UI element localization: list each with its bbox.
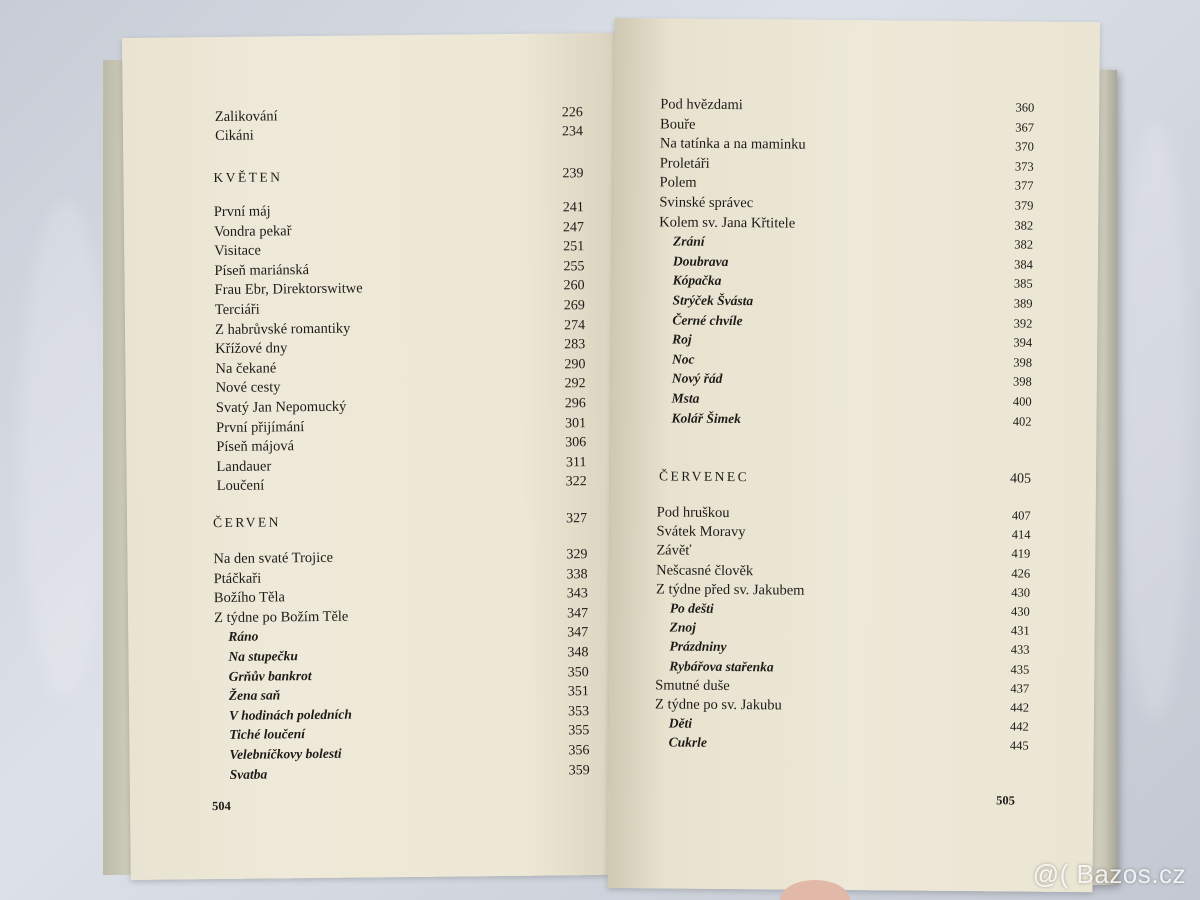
toc-entry-page: 260 bbox=[563, 278, 585, 294]
toc-entry-page: 322 bbox=[565, 474, 587, 490]
toc-entry-title: Kópačka bbox=[672, 272, 722, 289]
toc-entry-title: Cukrle bbox=[668, 734, 708, 751]
toc-entry-title: Černé chvíle bbox=[672, 312, 743, 328]
toc-entry-title: Vondra pekař bbox=[213, 222, 292, 240]
toc-entry-title: Msta bbox=[671, 390, 700, 406]
cloth-fold bbox=[1120, 120, 1190, 720]
toc-entry-title: První máj bbox=[213, 203, 271, 221]
toc-entry-page: 234 bbox=[561, 124, 584, 140]
toc-entry-title: Svatba bbox=[229, 766, 268, 782]
toc-entry-page: 382 bbox=[1014, 218, 1034, 233]
toc-entry-page: 402 bbox=[1012, 414, 1032, 429]
toc-entry-page: 283 bbox=[564, 337, 586, 353]
toc-entry-title: Z habrůvské romantiky bbox=[214, 320, 351, 338]
toc-entry-title: Strýček Švásta bbox=[672, 292, 754, 309]
section-page: 327 bbox=[565, 511, 588, 527]
toc-entry-page: 247 bbox=[562, 219, 585, 235]
toc-entry-page: 392 bbox=[1013, 316, 1033, 331]
toc-entry-title: Tiché loučení bbox=[229, 726, 306, 743]
toc-entry-title: Proletáři bbox=[659, 155, 710, 172]
toc-entry-title: Rybářova stařenka bbox=[669, 658, 774, 675]
toc-entry-page: 442 bbox=[1010, 719, 1029, 734]
left-page bbox=[122, 33, 626, 880]
toc-entry-page: 377 bbox=[1014, 178, 1034, 194]
toc-entry-title: Píseň mariánská bbox=[214, 261, 310, 279]
section-heading-may: KVĚTEN bbox=[213, 169, 283, 186]
toc-entry-page: 398 bbox=[1013, 374, 1032, 390]
toc-entry-title: Z týdne po Božím Těle bbox=[213, 608, 349, 626]
toc-entry-page: 348 bbox=[567, 645, 589, 661]
toc-entry-title: Z týdne po sv. Jakubu bbox=[654, 696, 782, 714]
toc-entry-page: 292 bbox=[564, 376, 586, 392]
toc-entry-title: Na tatínka a na maminku bbox=[659, 135, 806, 153]
toc-entry-page: 433 bbox=[1010, 642, 1030, 658]
toc-entry-page: 359 bbox=[568, 762, 590, 778]
toc-entry-page: 251 bbox=[563, 239, 585, 255]
toc-entry-title: Kolem sv. Jana Křtitele bbox=[659, 213, 796, 232]
toc-entry-page: 338 bbox=[566, 566, 588, 582]
page-number-right: 505 bbox=[996, 793, 1015, 808]
section-page: 405 bbox=[1009, 471, 1032, 487]
toc-entry-title: Na den svaté Trojice bbox=[213, 549, 334, 568]
toc-entry-title: Znoj bbox=[669, 619, 697, 635]
toc-entry-title: Nové cesty bbox=[215, 379, 281, 397]
toc-entry-page: 445 bbox=[1009, 738, 1029, 754]
toc-entry-page: 394 bbox=[1013, 335, 1033, 350]
toc-entry-title: Píseň májová bbox=[216, 438, 295, 456]
toc-entry-page: 255 bbox=[563, 258, 585, 275]
toc-entry-page: 407 bbox=[1011, 508, 1031, 523]
toc-entry-page: 296 bbox=[564, 396, 586, 412]
toc-entry-title: Křížové dny bbox=[215, 340, 288, 358]
toc-entry-page: 384 bbox=[1014, 257, 1033, 272]
page-number-left: 504 bbox=[211, 798, 231, 814]
toc-entry-page: 269 bbox=[563, 298, 585, 314]
toc-entry-title: Landauer bbox=[216, 458, 272, 475]
toc-entry-title: Nový řád bbox=[671, 370, 723, 387]
toc-entry-page: 414 bbox=[1011, 527, 1031, 542]
toc-entry-page: 347 bbox=[567, 625, 589, 641]
section-heading-june: ČERVEN bbox=[213, 514, 282, 531]
toc-entry-title: Ráno bbox=[228, 628, 259, 645]
toc-entry-page: 382 bbox=[1014, 237, 1034, 252]
toc-entry-title: Po dešti bbox=[669, 600, 714, 616]
toc-entry-title: Terciáři bbox=[214, 301, 260, 319]
toc-entry-page: 301 bbox=[564, 415, 587, 431]
toc-entry-title: Grňův bankrot bbox=[228, 667, 312, 684]
toc-entry-title: Zrání bbox=[672, 233, 705, 249]
toc-entry-title: Božího Těla bbox=[213, 589, 285, 607]
toc-entry-title: Kolář Šimek bbox=[671, 410, 741, 426]
toc-entry-title: Ptáčkaři bbox=[213, 570, 262, 587]
toc-entry-title: Visitace bbox=[214, 242, 261, 260]
toc-entry-page: 343 bbox=[566, 586, 588, 602]
toc-entry-page: 431 bbox=[1010, 623, 1030, 638]
toc-entry-page: 274 bbox=[563, 317, 586, 333]
toc-entry-title: Velebníčkovy bolesti bbox=[229, 745, 342, 762]
toc-entry-page: 353 bbox=[568, 703, 590, 720]
toc-entry-title: První přijímání bbox=[216, 418, 305, 436]
toc-entry-title: Doubrava bbox=[672, 253, 729, 269]
toc-entry-page: 426 bbox=[1011, 566, 1031, 581]
toc-entry-page: 241 bbox=[562, 200, 584, 216]
toc-entry-page: 290 bbox=[564, 356, 586, 373]
toc-entry-title: Svatý Jan Nepomucký bbox=[215, 398, 347, 417]
toc-entry-title: Noc bbox=[671, 351, 695, 367]
toc-entry-page: 419 bbox=[1011, 546, 1031, 562]
toc-entry-page: 400 bbox=[1012, 394, 1032, 409]
toc-entry-page: 435 bbox=[1010, 662, 1030, 677]
toc-entry-page: 306 bbox=[565, 435, 587, 451]
toc-entry-title: Nešcasné člověk bbox=[656, 561, 754, 579]
toc-entry-title: Pod hruškou bbox=[656, 504, 730, 522]
toc-entry-title: Frau Ebr, Direktorswitwe bbox=[214, 280, 363, 299]
right-page bbox=[607, 18, 1100, 892]
section-heading-july: ČERVENEC bbox=[658, 468, 750, 485]
toc-entry-title: V hodinách poledních bbox=[229, 706, 352, 723]
toc-entry-title: Z týdne před sv. Jakubem bbox=[655, 581, 805, 599]
toc-entry-page: 370 bbox=[1015, 139, 1034, 154]
toc-entry-page: 347 bbox=[566, 605, 589, 622]
toc-entry-title: Loučení bbox=[216, 477, 265, 495]
toc-entry-title: Na čekané bbox=[215, 360, 277, 377]
toc-entry-title: Cikáni bbox=[214, 127, 254, 145]
toc-entry-page: 373 bbox=[1014, 159, 1034, 174]
toc-entry-title: Žena saň bbox=[228, 687, 281, 704]
toc-entry-title: Na stupečku bbox=[228, 648, 298, 664]
toc-entry-page: 350 bbox=[567, 664, 589, 680]
toc-entry-page: 379 bbox=[1014, 198, 1034, 213]
toc-entry-title: Polem bbox=[659, 174, 697, 192]
toc-entry-page: 389 bbox=[1013, 296, 1033, 311]
toc-entry-page: 398 bbox=[1013, 355, 1033, 370]
toc-entry-page: 367 bbox=[1015, 120, 1035, 135]
toc-entry-page: 430 bbox=[1011, 604, 1030, 619]
toc-entry-page: 430 bbox=[1011, 585, 1031, 600]
toc-entry-page: 311 bbox=[565, 454, 587, 471]
toc-entry-title: Svinské správec bbox=[659, 194, 754, 212]
watermark-logo: @( Bazos.cz bbox=[1032, 859, 1186, 889]
section-page: 239 bbox=[562, 166, 584, 182]
toc-entry-page: 226 bbox=[561, 105, 583, 121]
toc-entry-page: 356 bbox=[568, 743, 590, 759]
toc-entry-title: Svátek Moravy bbox=[656, 523, 746, 541]
toc-entry-page: 351 bbox=[567, 684, 589, 700]
toc-entry-title: Smutné duše bbox=[655, 677, 730, 694]
cloth-fold bbox=[20, 200, 110, 700]
toc-entry-title: Zalikování bbox=[214, 108, 278, 126]
toc-entry-page: 329 bbox=[566, 547, 588, 563]
toc-entry-title: Pod hvězdami bbox=[660, 96, 743, 114]
toc-entry-page: 442 bbox=[1010, 700, 1030, 715]
toc-entry-title: Roj bbox=[672, 331, 692, 347]
toc-entry-title: Závěť bbox=[656, 542, 692, 560]
toc-entry-title: Děti bbox=[668, 715, 693, 731]
toc-entry-title: Prázdniny bbox=[669, 638, 727, 655]
toc-entry-title: Bouře bbox=[660, 115, 696, 133]
toc-entry-page: 385 bbox=[1013, 276, 1033, 292]
toc-entry-page: 437 bbox=[1010, 681, 1030, 696]
toc-entry-page: 355 bbox=[568, 723, 590, 739]
toc-entry-page: 360 bbox=[1015, 100, 1035, 115]
